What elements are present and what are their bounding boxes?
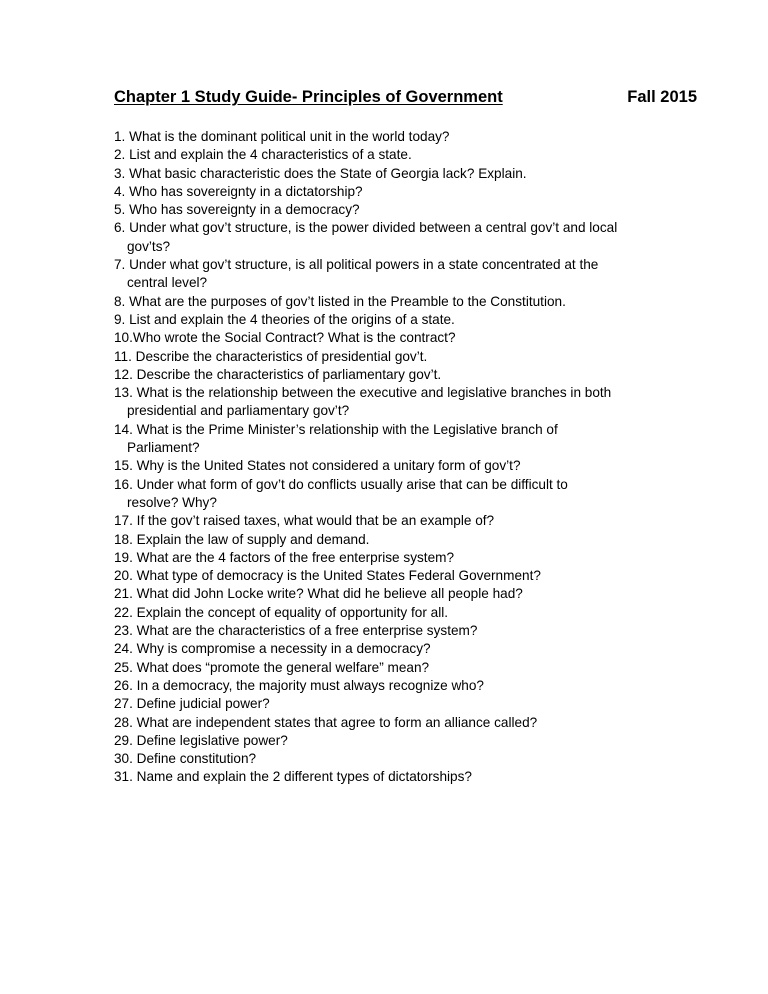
question-item <box>114 128 674 146</box>
question-item <box>114 457 674 475</box>
question-item <box>114 348 674 366</box>
question-item <box>114 531 674 549</box>
question-item <box>114 311 674 329</box>
question-item <box>114 476 674 513</box>
question-text: 5. Who has sovereignty in a democracy? <box>114 202 360 218</box>
question-item <box>114 768 674 786</box>
question-text: 10.Who wrote the Social Contract? What is the contract? <box>114 330 456 346</box>
question-item <box>114 421 674 458</box>
question-text: 19. What are the 4 factors of the free enterprise system? <box>114 549 455 565</box>
question-text: 23. What are the characteristics of a free enterprise system? <box>114 623 478 639</box>
document-title: Chapter 1 Study Guide- Principles of Government <box>114 88 503 106</box>
question-item <box>114 732 674 750</box>
question-item <box>114 384 674 421</box>
question-item <box>114 293 674 311</box>
question-item <box>114 695 674 713</box>
question-text: 14. What is the Prime Minister’s relationship with the Legislative branch of <box>114 421 558 437</box>
question-text: 21. What did John Locke write? What did he believe all people had? <box>114 586 523 602</box>
question-text: 28. What are independent states that agree to form an alliance called? <box>114 714 538 730</box>
question-item <box>114 714 674 732</box>
question-item <box>114 256 674 293</box>
question-text: 18. Explain the law of supply and demand. <box>114 531 370 547</box>
question-text: 1. What is the dominant political unit in the world today? <box>114 129 450 144</box>
question-continuation: resolve? Why? <box>127 494 217 510</box>
question-item <box>114 604 674 622</box>
question-text: 7. Under what gov’t structure, is all political powers in a state concentrated at the <box>114 257 599 273</box>
question-continuation: gov’ts? <box>127 238 171 254</box>
question-text: 3. What basic characteristic does the State of Georgia lack? Explain. <box>114 165 527 181</box>
term-label: Fall 2015 <box>627 88 697 106</box>
question-item <box>114 659 674 677</box>
question-item <box>114 146 674 164</box>
question-text: 8. What are the purposes of gov’t listed in the Preamble to the Constitution. <box>114 293 566 309</box>
question-text: 30. Define constitution? <box>114 751 257 767</box>
question-list <box>114 128 674 787</box>
question-item <box>114 640 674 658</box>
question-item <box>114 549 674 567</box>
question-text: 13. What is the relationship between the executive and legislative branches in both <box>114 385 612 401</box>
question-text: 9. List and explain the 4 theories of the origins of a state. <box>114 311 455 327</box>
question-text: 26. In a democracy, the majority must always recognize who? <box>114 677 484 693</box>
question-text: 11. Describe the characteristics of presidential gov’t. <box>114 348 428 364</box>
question-item <box>114 750 674 768</box>
question-text: 31. Name and explain the 2 different types of dictatorships? <box>114 769 472 785</box>
question-text: 20. What type of democracy is the United States Federal Government? <box>114 568 541 584</box>
question-text: 25. What does “promote the general welfare” mean? <box>114 659 430 675</box>
question-item <box>114 201 674 219</box>
question-item <box>114 585 674 603</box>
question-text: 12. Describe the characteristics of parliamentary gov’t. <box>114 366 442 382</box>
question-text: 27. Define judicial power? <box>114 696 270 712</box>
question-text: 16. Under what form of gov’t do conflicts usually arise that can be difficult to <box>114 476 568 492</box>
question-item <box>114 512 674 530</box>
question-item <box>114 183 674 201</box>
question-item <box>114 366 674 384</box>
question-continuation: central level? <box>127 275 208 291</box>
question-text: 15. Why is the United States not considered a unitary form of gov’t? <box>114 458 521 474</box>
question-text: 22. Explain the concept of equality of opportunity for all. <box>114 604 449 620</box>
question-text: 29. Define legislative power? <box>114 732 288 748</box>
question-item <box>114 165 674 183</box>
question-item <box>114 329 674 347</box>
question-text: 2. List and explain the 4 characteristics of a state. <box>114 147 412 163</box>
question-item <box>114 622 674 640</box>
question-continuation: Parliament? <box>127 440 200 456</box>
document-header <box>114 88 697 116</box>
question-text: 6. Under what gov’t structure, is the power divided between a central gov’t and local <box>114 220 618 236</box>
question-text: 4. Who has sovereignty in a dictatorship? <box>114 183 363 199</box>
question-text: 24. Why is compromise a necessity in a democracy? <box>114 641 431 657</box>
question-continuation: presidential and parliamentary gov’t? <box>127 403 350 419</box>
question-item <box>114 677 674 695</box>
question-item <box>114 219 674 256</box>
question-text: 17. If the gov’t raised taxes, what would that be an example of? <box>114 513 495 529</box>
question-item <box>114 567 674 585</box>
